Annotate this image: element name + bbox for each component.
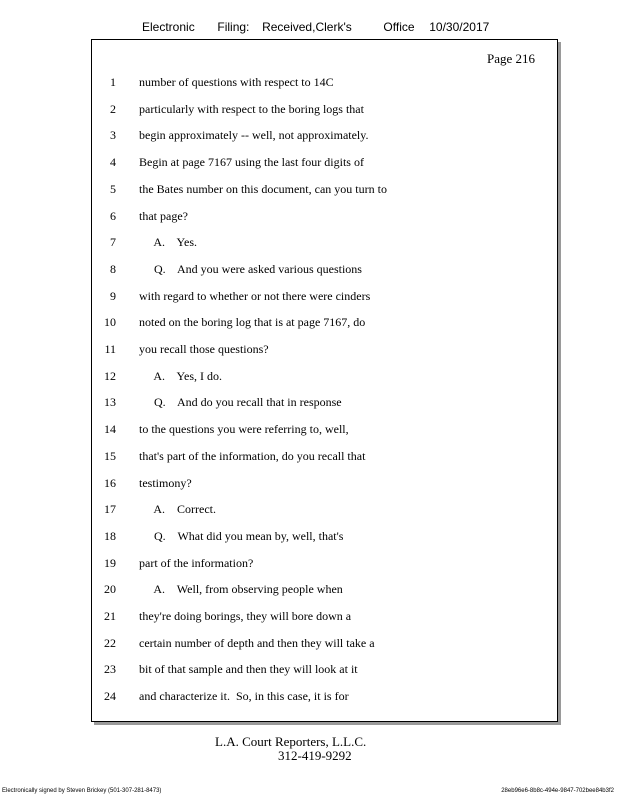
line-number: 8: [110, 262, 116, 276]
filing-header-electronic: Electronic: [142, 20, 195, 34]
line-text: that page?: [139, 209, 188, 223]
line-text: A. Yes, I do.: [139, 369, 223, 383]
line-text: A. Well, from observing people when: [139, 582, 343, 596]
line-number: 6: [110, 209, 116, 223]
line-number: 12: [104, 369, 116, 383]
line-text: to the questions you were referring to, well,: [139, 422, 349, 436]
line-text: begin approximately -- well, not approximately.: [139, 128, 369, 142]
filing-header: [142, 20, 489, 34]
line-number: 2: [110, 102, 116, 116]
line-text: Begin at page 7167 using the last four digits of: [139, 155, 364, 169]
line-text: Q. And you were asked various questions: [139, 262, 362, 276]
line-text: Q. And do you recall that in response: [139, 395, 342, 409]
line-text: bit of that sample and then they will look at it: [139, 662, 358, 676]
line-text: particularly with respect to the boring logs that: [139, 102, 364, 116]
line-number: 23: [104, 662, 116, 676]
footer-phone: 312-419-9292: [278, 748, 352, 763]
line-text: certain number of depth and then they will take a: [139, 636, 375, 650]
line-number: 14: [104, 422, 116, 436]
line-number: 24: [104, 689, 116, 703]
line-number: 1: [110, 75, 116, 89]
line-text: you recall those questions?: [139, 342, 269, 356]
line-number: 5: [110, 182, 116, 196]
filing-header-received: Received,Clerk's: [262, 20, 352, 34]
line-number: 19: [104, 556, 116, 570]
page-number: Page 216: [487, 51, 536, 66]
line-number: 13: [104, 395, 116, 409]
line-text: part of the information?: [139, 556, 254, 570]
line-text: with regard to whether or not there were cinders: [139, 289, 371, 303]
line-text: and characterize it. So, in this case, it is for: [139, 689, 349, 703]
line-number: 16: [104, 476, 116, 490]
filing-header-office: Office: [383, 20, 415, 34]
line-number: 4: [110, 155, 116, 169]
document-id: 28eb96e6-8b8c-494e-9847-702bee84b3f2: [501, 788, 614, 794]
line-number: 18: [104, 529, 116, 543]
electronic-signature: Electronically signed by Steven Brickey (501-307-281-8473): [2, 788, 162, 794]
line-number: 20: [104, 582, 116, 596]
footer-company: L.A. Court Reporters, L.L.C.: [215, 734, 367, 749]
line-text: Q. What did you mean by, well, that's: [139, 529, 344, 543]
line-number: 17: [104, 502, 116, 516]
line-text: the Bates number on this document, can you turn to: [139, 182, 387, 196]
line-text: testimony?: [139, 476, 192, 490]
line-number: 3: [110, 128, 116, 142]
line-text: noted on the boring log that is at page 7167, do: [139, 315, 366, 329]
line-number: 10: [104, 315, 116, 329]
line-number: 21: [104, 609, 116, 623]
line-number: 22: [104, 636, 116, 650]
line-number: 15: [104, 449, 116, 463]
line-text: A. Yes.: [139, 235, 198, 249]
line-number: 7: [110, 235, 116, 249]
line-text: they're doing borings, they will bore down a: [139, 609, 352, 623]
line-text: that's part of the information, do you recall that: [139, 449, 366, 463]
line-number: 9: [110, 289, 116, 303]
filing-header-date: 10/30/2017: [429, 20, 490, 34]
line-text: A. Correct.: [139, 502, 216, 516]
line-number: 11: [104, 342, 116, 356]
line-text: number of questions with respect to 14C: [139, 75, 334, 89]
filing-header-filing: Filing:: [217, 20, 250, 34]
